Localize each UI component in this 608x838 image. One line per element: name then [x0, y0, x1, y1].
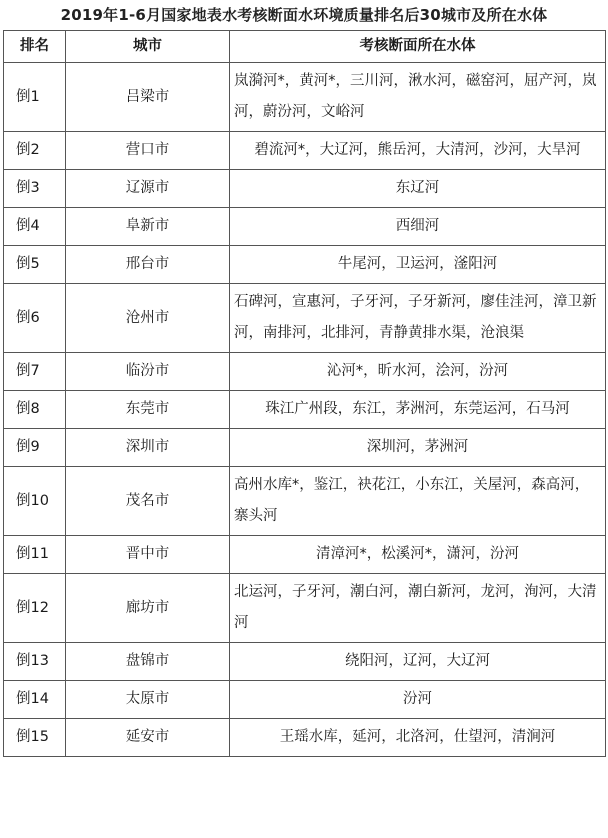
table-row [4, 391, 606, 429]
table-row [4, 170, 606, 208]
rivers-cell: 高州水库*，鉴江，袂花江，小东江，关屋河，森高河，寨头河 [230, 467, 606, 536]
header-rank: 排名 [4, 31, 66, 63]
rivers-cell: 沁河*，昕水河，浍河，汾河 [230, 353, 606, 391]
table-row [4, 284, 606, 353]
city-cell: 太原市 [66, 681, 230, 719]
rivers-cell: 绕阳河，辽河，大辽河 [230, 643, 606, 681]
table-row [4, 132, 606, 170]
rank-cell: 倒12 [4, 574, 66, 643]
city-cell: 廊坊市 [66, 574, 230, 643]
rank-cell: 倒15 [4, 719, 66, 757]
city-cell: 东莞市 [66, 391, 230, 429]
rank-cell: 倒9 [4, 429, 66, 467]
table-row [4, 574, 606, 643]
rank-cell: 倒7 [4, 353, 66, 391]
rank-cell: 倒8 [4, 391, 66, 429]
rank-cell: 倒5 [4, 246, 66, 284]
rank-cell: 倒1 [4, 63, 66, 132]
rivers-cell: 珠江广州段，东江，茅洲河，东莞运河，石马河 [230, 391, 606, 429]
table-row [4, 208, 606, 246]
table-row [4, 681, 606, 719]
table-row [4, 643, 606, 681]
city-cell: 吕梁市 [66, 63, 230, 132]
city-cell: 沧州市 [66, 284, 230, 353]
rivers-cell: 牛尾河，卫运河，滏阳河 [230, 246, 606, 284]
city-cell: 茂名市 [66, 467, 230, 536]
table-row [4, 246, 606, 284]
city-cell: 邢台市 [66, 246, 230, 284]
city-cell: 晋中市 [66, 536, 230, 574]
rank-cell: 倒13 [4, 643, 66, 681]
table-body [4, 63, 606, 757]
rank-cell: 倒14 [4, 681, 66, 719]
rivers-cell: 北运河，子牙河，潮白河，潮白新河，龙河，洵河，大清河 [230, 574, 606, 643]
table-row [4, 719, 606, 757]
header-rivers: 考核断面所在水体 [230, 31, 606, 63]
rank-cell: 倒11 [4, 536, 66, 574]
city-cell: 盘锦市 [66, 643, 230, 681]
rank-cell: 倒3 [4, 170, 66, 208]
city-cell: 营口市 [66, 132, 230, 170]
city-cell: 临汾市 [66, 353, 230, 391]
rank-cell: 倒10 [4, 467, 66, 536]
table-row [4, 536, 606, 574]
rivers-cell: 清漳河*，松溪河*，潇河，汾河 [230, 536, 606, 574]
rivers-cell: 石碑河，宣惠河，子牙河，子牙新河，廖佳洼河，漳卫新河，南排河，北排河，青静黄排水渠，沧浪渠 [230, 284, 606, 353]
city-cell: 辽源市 [66, 170, 230, 208]
ranking-table [3, 30, 606, 757]
page-title: 2019年1-6月国家地表水考核断面水环境质量排名后30城市及所在水体 [60, 6, 548, 24]
table-header-row [4, 31, 606, 63]
rivers-cell: 王瑶水库，延河，北洛河，仕望河，清涧河 [230, 719, 606, 757]
rivers-cell: 碧流河*，大辽河，熊岳河，大清河，沙河，大旱河 [230, 132, 606, 170]
city-cell: 阜新市 [66, 208, 230, 246]
rank-cell: 倒2 [4, 132, 66, 170]
rivers-cell: 深圳河，茅洲河 [230, 429, 606, 467]
city-cell: 深圳市 [66, 429, 230, 467]
rivers-cell: 岚漪河*，黄河*，三川河，湫水河，磁窑河，屈产河，岚河，蔚汾河，文峪河 [230, 63, 606, 132]
rank-cell: 倒4 [4, 208, 66, 246]
rivers-cell: 东辽河 [230, 170, 606, 208]
table-row [4, 353, 606, 391]
table-row [4, 63, 606, 132]
rivers-cell: 西细河 [230, 208, 606, 246]
city-cell: 延安市 [66, 719, 230, 757]
table-row [4, 429, 606, 467]
table-row [4, 467, 606, 536]
header-city: 城市 [66, 31, 230, 63]
rank-cell: 倒6 [4, 284, 66, 353]
rivers-cell: 汾河 [230, 681, 606, 719]
